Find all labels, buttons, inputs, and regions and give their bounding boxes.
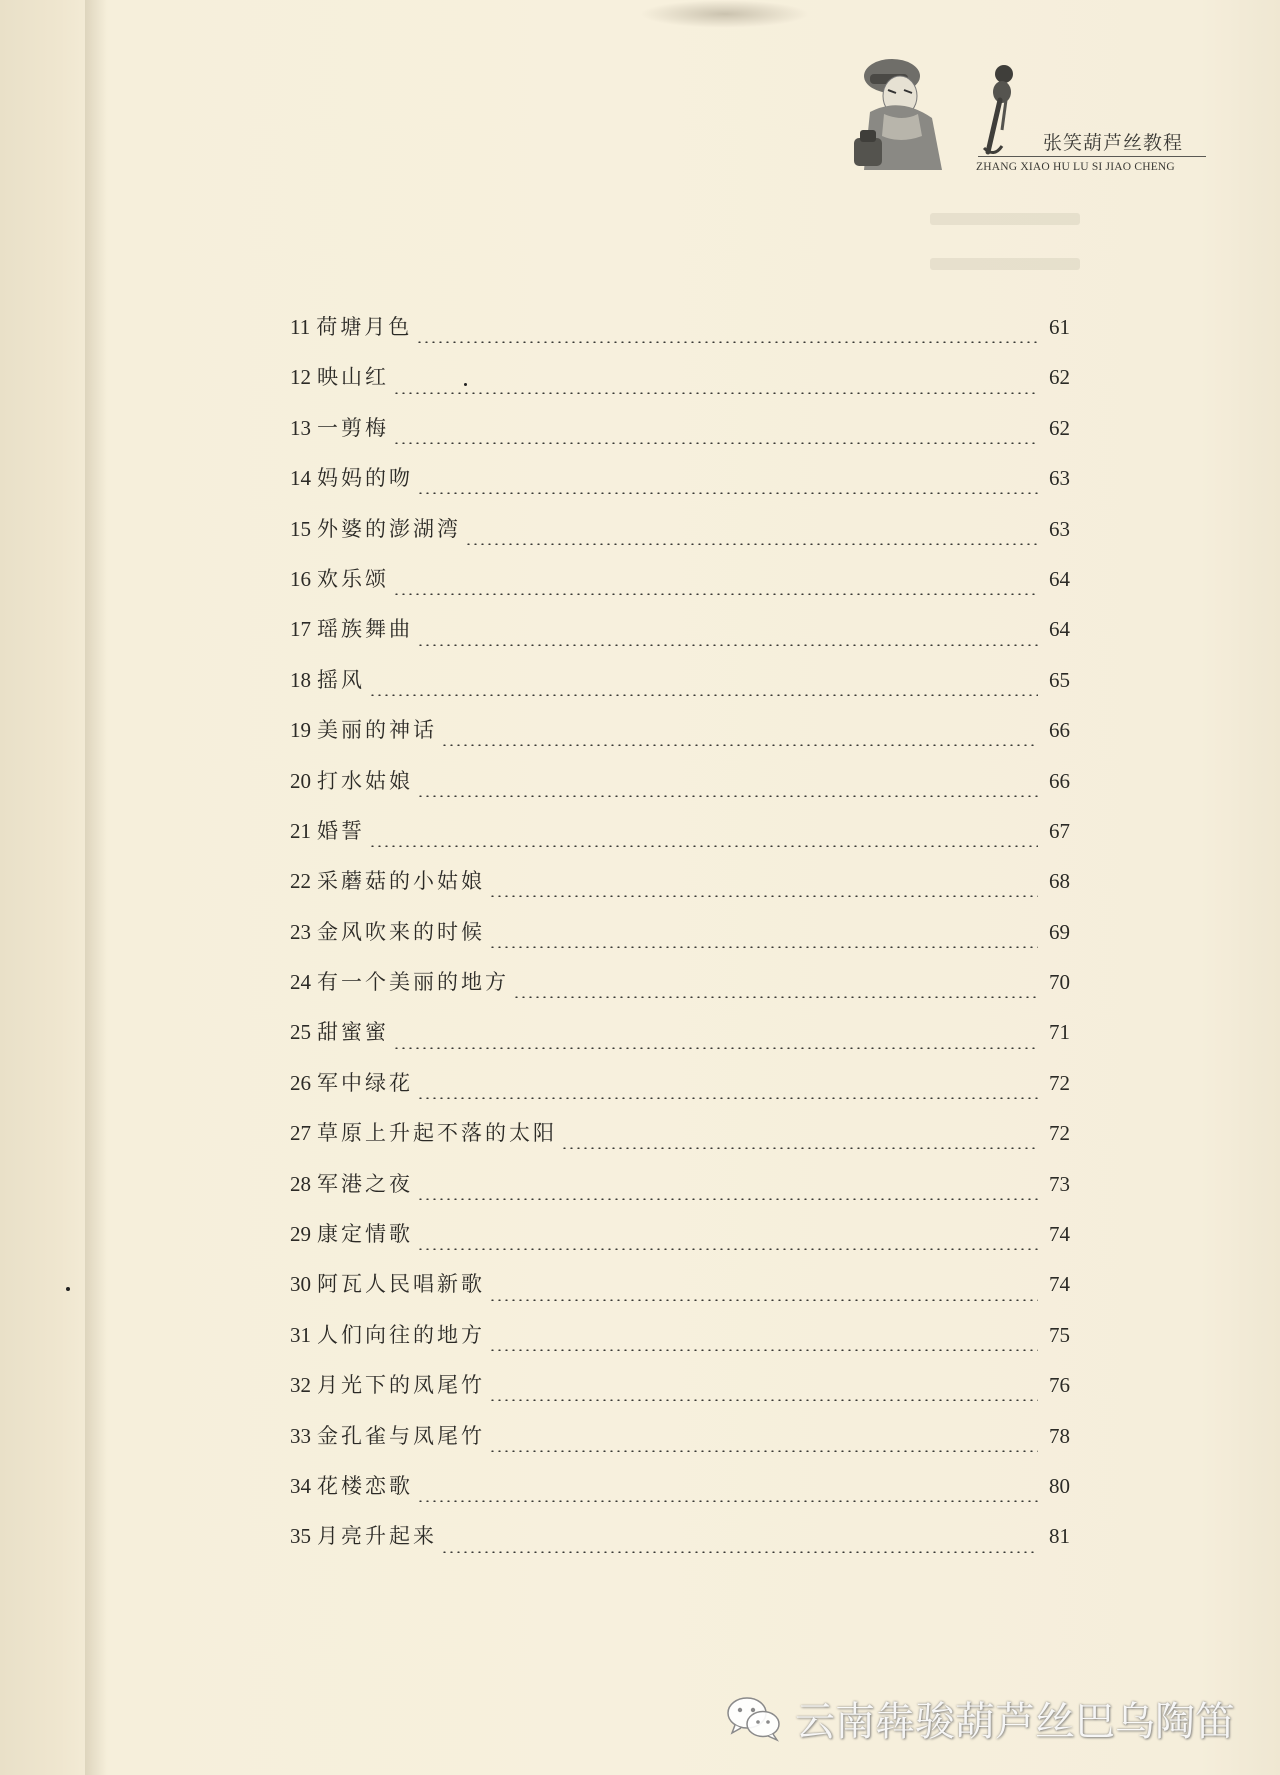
toc-entry-page: 67 — [1049, 818, 1070, 843]
toc-entry — [290, 1269, 1070, 1319]
toc-entry-title: 美丽的神话 — [317, 718, 437, 743]
toc-entry-number: 23 — [290, 919, 311, 944]
toc-entry-title: 婚誓 — [317, 818, 365, 843]
toc-entry — [290, 816, 1070, 866]
toc-entry — [290, 463, 1070, 513]
toc-entry — [290, 413, 1070, 463]
toc-entry — [290, 1521, 1070, 1571]
toc-leader-dots — [489, 1349, 1038, 1351]
toc-leader-dots — [489, 895, 1038, 897]
toc-entry-page: 75 — [1049, 1322, 1070, 1347]
toc-entry — [290, 1017, 1070, 1067]
toc-entry-title: 荷塘月色 — [316, 315, 413, 339]
toc-leader-dots — [369, 845, 1038, 847]
toc-entry-number: 19 — [290, 718, 311, 743]
toc-entry-number: 11 — [290, 315, 311, 339]
toc-leader-dots — [561, 1147, 1038, 1149]
toc-entry — [290, 1219, 1070, 1269]
toc-entry-page: 69 — [1049, 919, 1070, 944]
running-header — [840, 50, 1220, 190]
toc-entry — [290, 1421, 1070, 1471]
toc-entry-page: 62 — [1049, 415, 1070, 440]
toc-entry-title: 康定情歌 — [317, 1222, 413, 1247]
toc-entry-page: 73 — [1049, 1171, 1070, 1196]
toc-entry-page: 62 — [1049, 365, 1070, 390]
toc-entry — [290, 614, 1070, 664]
musician-illustration-icon — [840, 50, 970, 180]
toc-entry-title: 甜蜜蜜 — [317, 1020, 389, 1045]
toc-leader-dots — [417, 1198, 1038, 1200]
toc-leader-dots — [417, 644, 1038, 646]
toc-entry — [290, 665, 1070, 715]
toc-entry — [290, 362, 1070, 412]
toc-leader-dots — [393, 593, 1038, 595]
hulusi-illustration-icon — [978, 60, 1018, 160]
toc-entry-title: 军港之夜 — [317, 1171, 413, 1196]
toc-entry-title: 月亮升起来 — [317, 1524, 437, 1549]
toc-leader-dots — [393, 1047, 1038, 1049]
toc-entry-number: 14 — [290, 466, 311, 491]
toc-leader-dots — [417, 492, 1038, 494]
toc-entry-page: 72 — [1049, 1070, 1070, 1095]
toc-entry-number: 16 — [290, 566, 311, 591]
toc-entry-page: 68 — [1049, 869, 1070, 894]
toc-entry-page: 65 — [1049, 667, 1070, 692]
toc-entry-number: 33 — [290, 1423, 311, 1448]
toc-entry-title: 草原上升起不落的太阳 — [317, 1121, 557, 1146]
toc-entry-title: 瑶族舞曲 — [317, 617, 413, 642]
toc-entry-title: 军中绿花 — [317, 1070, 413, 1095]
toc-entry-number: 27 — [290, 1121, 311, 1146]
toc-entry — [290, 1118, 1070, 1168]
toc-entry-number: 12 — [290, 365, 311, 390]
toc-entry-title: 有一个美丽的地方 — [317, 970, 509, 995]
toc-leader-dots — [369, 694, 1038, 696]
header-rule — [978, 156, 1206, 157]
toc-entry-number: 24 — [290, 970, 311, 995]
toc-entry-page: 70 — [1049, 970, 1070, 995]
wechat-icon — [725, 1694, 783, 1742]
toc-entry-number: 30 — [290, 1272, 311, 1297]
toc-entry-page: 80 — [1049, 1473, 1070, 1498]
page-spine-shadow — [85, 0, 107, 1775]
toc-entry-number: 32 — [290, 1373, 311, 1398]
table-of-contents — [290, 312, 1070, 1572]
watermark-text: 云南犇骏葫芦丝巴乌陶笛 — [795, 1698, 1235, 1745]
toc-entry — [290, 1320, 1070, 1370]
toc-entry-number: 20 — [290, 768, 311, 793]
toc-entry — [290, 967, 1070, 1017]
dust-speck — [464, 383, 467, 386]
toc-entry — [290, 564, 1070, 614]
toc-entry-title: 映山红 — [317, 365, 389, 390]
toc-entry — [290, 312, 1070, 362]
toc-leader-dots — [489, 1399, 1038, 1401]
toc-entry-page: 74 — [1049, 1222, 1070, 1247]
toc-entry-page: 66 — [1049, 718, 1070, 743]
toc-entry-title: 阿瓦人民唱新歌 — [317, 1272, 485, 1297]
toc-entry-title: 外婆的澎湖湾 — [317, 516, 461, 541]
toc-entry-number: 31 — [290, 1322, 311, 1347]
toc-entry — [290, 514, 1070, 564]
book-title-pinyin: ZHANG XIAO HU LU SI JIAO CHENG — [976, 161, 1175, 173]
toc-leader-dots — [489, 946, 1038, 948]
toc-leader-dots — [417, 1097, 1038, 1099]
toc-entry-page: 71 — [1049, 1020, 1070, 1045]
toc-entry — [290, 766, 1070, 816]
binding-clip-shadow — [640, 0, 810, 28]
toc-leader-dots — [489, 1299, 1038, 1301]
toc-entry-number: 35 — [290, 1524, 311, 1549]
toc-entry — [290, 917, 1070, 967]
toc-entry-number: 21 — [290, 818, 311, 843]
toc-entry-number: 28 — [290, 1171, 311, 1196]
toc-leader-dots — [441, 1551, 1038, 1553]
toc-entry-page: 66 — [1049, 768, 1070, 793]
toc-entry-title: 欢乐颂 — [317, 566, 389, 591]
bleed-through-line — [930, 213, 1080, 225]
toc-entry-number: 22 — [290, 869, 311, 894]
toc-entry — [290, 715, 1070, 765]
toc-entry-title: 金孔雀与凤尾竹 — [317, 1423, 485, 1448]
toc-entry-page: 64 — [1049, 617, 1070, 642]
toc-entry-number: 29 — [290, 1222, 311, 1247]
dust-speck — [66, 1287, 70, 1291]
toc-entry-page: 74 — [1049, 1272, 1070, 1297]
toc-leader-dots — [489, 1450, 1038, 1452]
toc-entry-number: 13 — [290, 415, 311, 440]
toc-leader-dots — [416, 341, 1038, 343]
toc-entry-number: 25 — [290, 1020, 311, 1045]
toc-entry — [290, 1370, 1070, 1420]
toc-leader-dots — [417, 795, 1038, 797]
toc-entry — [290, 1068, 1070, 1118]
toc-leader-dots — [393, 442, 1038, 444]
toc-entry-page: 76 — [1049, 1373, 1070, 1398]
toc-entry-page: 61 — [1049, 315, 1070, 339]
toc-leader-dots — [393, 392, 1038, 394]
toc-entry-page: 81 — [1049, 1524, 1070, 1549]
book-title: 张笑葫芦丝教程 — [1043, 132, 1184, 154]
toc-entry-number: 26 — [290, 1070, 311, 1095]
toc-entry — [290, 1169, 1070, 1219]
toc-entry-title: 人们向往的地方 — [317, 1322, 485, 1347]
toc-entry-title: 月光下的凤尾竹 — [317, 1373, 485, 1398]
toc-entry-title: 摇风 — [317, 667, 365, 692]
toc-leader-dots — [513, 996, 1038, 998]
toc-entry-page: 72 — [1049, 1121, 1070, 1146]
toc-entry-number: 34 — [290, 1473, 311, 1498]
toc-leader-dots — [441, 744, 1038, 746]
toc-entry-title: 采蘑菇的小姑娘 — [317, 869, 485, 894]
toc-entry-title: 花楼恋歌 — [317, 1473, 413, 1498]
toc-entry-number: 18 — [290, 667, 311, 692]
toc-leader-dots — [417, 1248, 1038, 1250]
toc-entry-page: 64 — [1049, 566, 1070, 591]
toc-entry-page: 63 — [1049, 516, 1070, 541]
toc-entry-title: 妈妈的吻 — [317, 466, 413, 491]
toc-entry-number: 17 — [290, 617, 311, 642]
toc-entry-title: 一剪梅 — [317, 415, 389, 440]
toc-entry — [290, 866, 1070, 916]
toc-entry-title: 打水姑娘 — [317, 768, 413, 793]
bleed-through-line — [930, 258, 1080, 270]
toc-entry-title: 金风吹来的时候 — [317, 919, 485, 944]
toc-entry-page: 78 — [1049, 1423, 1070, 1448]
toc-entry-number: 15 — [290, 516, 311, 541]
toc-leader-dots — [465, 543, 1038, 545]
toc-entry-page: 63 — [1049, 466, 1070, 491]
wechat-watermark — [725, 1688, 1245, 1748]
toc-leader-dots — [417, 1500, 1038, 1502]
toc-entry — [290, 1471, 1070, 1521]
